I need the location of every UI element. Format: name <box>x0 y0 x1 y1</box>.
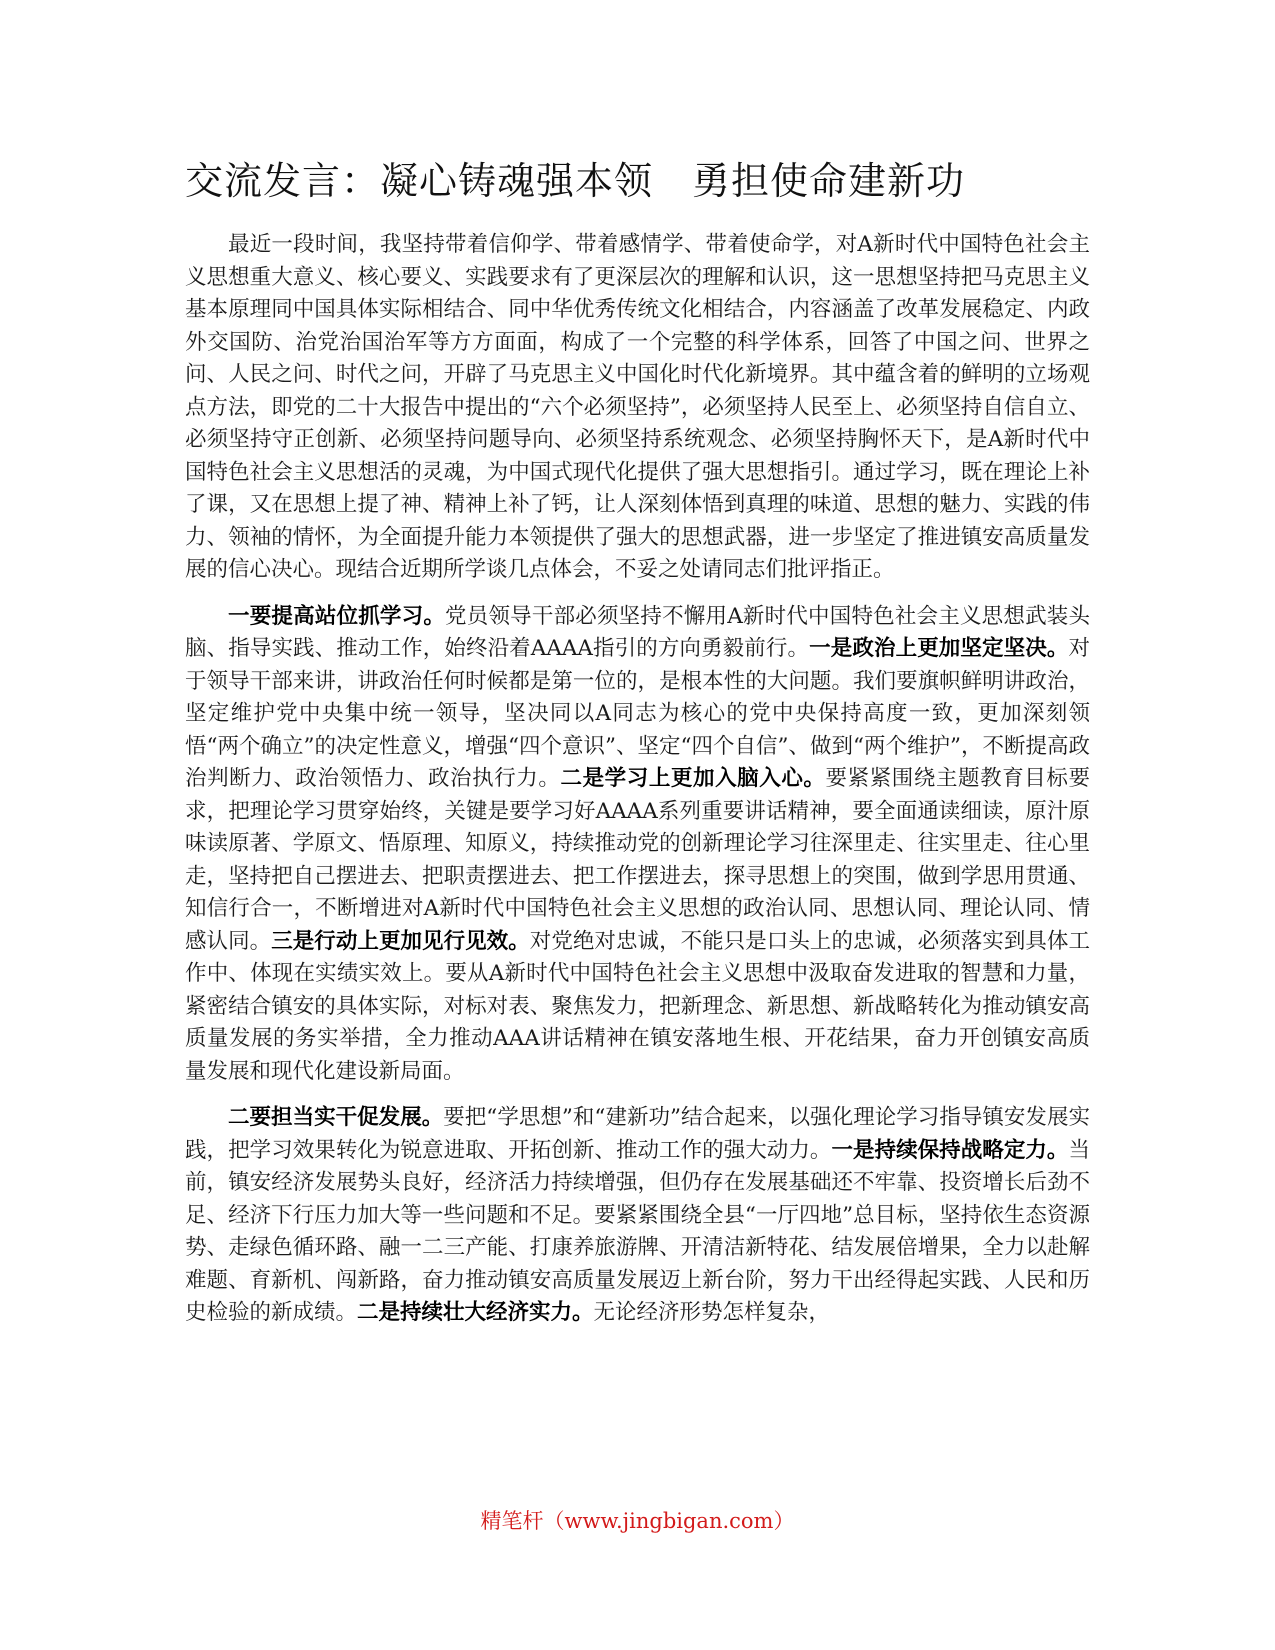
section-2-text-3: 无论经济形势怎样复杂， <box>593 1300 831 1325</box>
section-2-subheading-1: 一是持续保持战略定力。 <box>831 1137 1069 1163</box>
section-1-subheading-1: 一是政治上更加坚定坚决。 <box>809 636 1069 661</box>
section-2-text-1: 要把“学思想”和“建新功”结合起来，以强化理论学习指导镇安发展实践，把学习效果转化为锐意进取、开拓创新、推动工作的强大动力。 <box>185 1105 1090 1163</box>
section-1-text-4: 对党绝对忠诚，不能只是口头上的忠诚，必须落实到具体工作中、体现在实绩实效上。要从A新时代中国特色社会主义思想中汲取奋发进取的智慧和力量，紧密结合镇安的具体实际，对标对表、聚焦发力，把新理念、新思想、新战略转化为推动镇安高质量发展的务实举措，全力推动AAA讲话精神在镇安落地生根、开花结果，奋力开创镇安高质量发展和现代化建设新局面。 <box>185 928 1090 1084</box>
section-1-text-2: 对于领导干部来讲，讲政治任何时候都是第一位的，是根本性的大问题。我们要旗帜鲜明讲政治，坚定维护党中央集中统一领导，坚决同以A同志为核心的党中央保持高度一致，更加深刻领悟“两个确立”的决定性意义，增强“四个意识”、坚定“四个自信”、做到“两个维护”，不断提高政治判断力、政治领悟力、政治执行力。 <box>185 636 1090 791</box>
section-1-text-1: 党员领导干部必须坚持不懈用A新时代中国特色社会主义思想武装头脑、指导实践、推动工作，始终沿着AAAA指引的方向勇毅前行。 <box>185 603 1090 661</box>
document-title: 交流发言：凝心铸魂强本领 勇担使命建新功 <box>185 159 966 203</box>
section-1-paragraph <box>185 601 1090 1089</box>
section-1-subheading-3: 三是行动上更加见行见效。 <box>271 928 530 954</box>
section-2-text-2: 当前，镇安经济发展势头良好，经济活力持续增强，但仍存在发展基础还不牢靠、投资增长后劲不足、经济下行压力加大等一些问题和不足。要紧紧围绕全县“一厅四地”总目标，坚持依生态资源势、走绿色循环路、融一二三产能、打康养旅游牌、开清洁新特花、结发展倍增果，全力以赴解难题、育新机、闯新路，奋力推动镇安高质量发展迈上新台阶，努力干出经得起实践、人民和历史检验的新成绩。 <box>185 1137 1090 1325</box>
section-2-heading: 二要担当实干促发展。 <box>228 1105 444 1130</box>
section-1-subheading-2: 二是学习上更加入脑入心。 <box>560 766 826 791</box>
footer-watermark-link[interactable]: 精笔杆（www.jingbigan.com） <box>480 1509 795 1533</box>
section-2-subheading-2: 二是持续壮大经济实力。 <box>357 1300 594 1325</box>
section-1-heading: 一要提高站位抓学习。 <box>228 603 446 629</box>
section-2-paragraph <box>185 1102 1090 1330</box>
section-1-text-3: 要紧紧围绕主题教育目标要求，把理论学习贯穿始终，关键是要学习好AAAA系列重要讲话精神，要全面通读细读，原汁原味读原著、学原文、悟原理、知原义，持续推动党的创新理论学习往深里走、往实里走、往心里走，坚持把自己摆进去、把职责摆进去、把工作摆进去，探寻思想上的突围，做到学思用贯通、知信行合一，不断增进对A新时代中国特色社会主义思想的政治认同、思想认同、理论认同、情感认同。 <box>185 766 1090 954</box>
document-page <box>185 150 1090 1344</box>
intro-paragraph: 最近一段时间，我坚持带着信仰学、带着感情学、带着使命学，对A新时代中国特色社会主义思想重大意义、核心要义、实践要求有了更深层次的理解和认识，这一思想坚持把马克思主义基本原理同中国具体实际相结合、同中华优秀传统文化相结合，内容涵盖了改革发展稳定、内政外交国防、治党治国治军等方方面面，构成了一个完整的科学体系，回答了中国之问、世界之问、人民之问、时代之问，开辟了马克思主义中国化时代化新境界。其中蕴含着的鲜明的立场观点方法，即党的二十大报告中提出的“六个必须坚持”，必须坚持人民至上、必须坚持自信自立、必须坚持守正创新、必须坚持问题导向、必须坚持系统观念、必须坚持胸怀天下，是A新时代中国特色社会主义思想活的灵魂，为中国式现代化提供了强大思想指引。通过学习，既在理论上补了课，又在思想上提了神、精神上补了钙，让人深刻体悟到真理的味道、思想的魅力、实践的伟力、领袖的情怀，为全面提升能力本领提供了强大的思想武器，进一步坚定了推进镇安高质量发展的信心决心。现结合近期所学谈几点体会，不妥之处请同志们批评指正。 <box>185 232 1090 582</box>
